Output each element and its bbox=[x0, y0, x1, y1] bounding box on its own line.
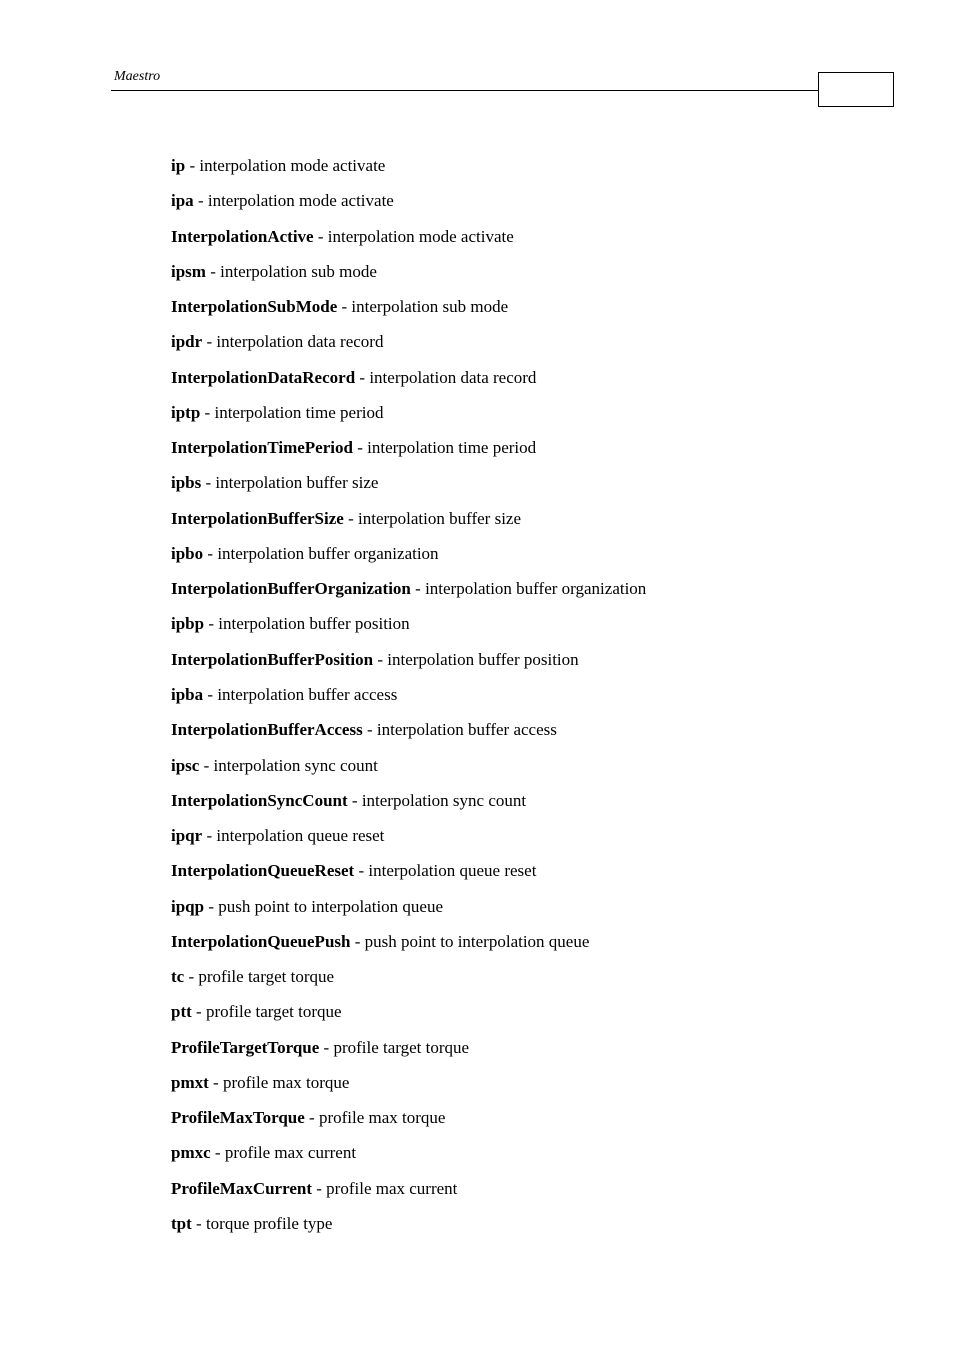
command-description: interpolation sub mode bbox=[220, 261, 377, 281]
command-description: interpolation data record bbox=[216, 332, 384, 352]
list-item bbox=[171, 965, 646, 1000]
list-item bbox=[171, 1141, 646, 1176]
separator: - bbox=[204, 614, 219, 634]
list-item bbox=[171, 401, 646, 436]
command-name: ipbp bbox=[171, 614, 205, 634]
list-item bbox=[171, 366, 646, 401]
command-description: profile max current bbox=[326, 1178, 458, 1198]
command-description: interpolation buffer organization bbox=[425, 579, 647, 599]
list-item bbox=[171, 612, 646, 647]
separator: - bbox=[191, 1002, 206, 1022]
separator: - bbox=[185, 156, 200, 175]
separator: - bbox=[204, 896, 219, 916]
list-item bbox=[171, 718, 646, 753]
command-description: profile max torque bbox=[222, 1072, 350, 1092]
list-item bbox=[171, 789, 646, 824]
command-name: InterpolationQueuePush bbox=[171, 931, 351, 951]
separator: - bbox=[203, 543, 218, 563]
command-name: ipdr bbox=[171, 332, 203, 352]
separator: - bbox=[203, 684, 218, 704]
command-list bbox=[171, 154, 646, 1247]
command-description: interpolation buffer organization bbox=[217, 543, 439, 563]
command-description: interpolation mode activate bbox=[207, 191, 394, 211]
command-description: interpolation mode activate bbox=[199, 156, 386, 175]
list-item bbox=[171, 507, 646, 542]
command-name: ipbs bbox=[171, 473, 202, 493]
list-item bbox=[171, 577, 646, 612]
list-item bbox=[171, 859, 646, 894]
command-name: ProfileMaxCurrent bbox=[171, 1178, 312, 1198]
separator: - bbox=[312, 1178, 327, 1198]
command-description: push point to interpolation queue bbox=[364, 931, 590, 951]
list-item bbox=[171, 436, 646, 471]
separator: - bbox=[193, 191, 208, 211]
separator: - bbox=[304, 1108, 319, 1128]
command-name: pmxt bbox=[171, 1072, 209, 1092]
command-description: interpolation sub mode bbox=[351, 297, 509, 317]
command-description: push point to interpolation queue bbox=[218, 896, 444, 916]
command-description: interpolation buffer position bbox=[218, 614, 410, 634]
command-description: interpolation buffer access bbox=[376, 720, 557, 740]
separator: - bbox=[199, 755, 214, 775]
command-description: interpolation buffer access bbox=[217, 684, 398, 704]
separator: - bbox=[347, 790, 362, 810]
list-item bbox=[171, 295, 646, 330]
command-name: InterpolationBufferAccess bbox=[171, 720, 363, 740]
list-item bbox=[171, 1036, 646, 1071]
list-item bbox=[171, 930, 646, 965]
separator: - bbox=[337, 297, 352, 317]
list-item bbox=[171, 189, 646, 224]
list-item bbox=[171, 683, 646, 718]
command-description: interpolation queue reset bbox=[368, 861, 537, 881]
separator: - bbox=[352, 438, 368, 458]
separator: - bbox=[343, 508, 358, 528]
command-description: profile target torque bbox=[205, 1002, 342, 1022]
command-name: InterpolationActive bbox=[171, 226, 314, 246]
separator: - bbox=[319, 1037, 334, 1057]
list-item bbox=[171, 154, 646, 189]
command-name: ipsc bbox=[171, 755, 200, 775]
list-item bbox=[171, 1071, 646, 1106]
command-description: interpolation buffer size bbox=[358, 508, 522, 528]
command-name: ipqp bbox=[171, 896, 205, 916]
separator: - bbox=[191, 1213, 206, 1233]
separator: - bbox=[313, 226, 328, 246]
command-name: InterpolationTimePeriod bbox=[171, 438, 353, 458]
running-header-title: Maestro bbox=[114, 69, 161, 84]
command-description: torque profile type bbox=[205, 1213, 333, 1233]
command-description: interpolation mode activate bbox=[327, 226, 514, 246]
command-name: iptp bbox=[171, 402, 201, 422]
command-description: profile target torque bbox=[198, 967, 335, 987]
list-item bbox=[171, 1177, 646, 1212]
command-name: InterpolationQueueReset bbox=[171, 861, 355, 881]
command-name: tc bbox=[171, 967, 185, 987]
command-name: ipa bbox=[171, 191, 194, 211]
list-item bbox=[171, 1000, 646, 1035]
separator: - bbox=[350, 931, 365, 951]
command-description: interpolation time period bbox=[214, 402, 384, 422]
list-item bbox=[171, 754, 646, 789]
command-name: pmxc bbox=[171, 1143, 211, 1163]
list-item bbox=[171, 542, 646, 577]
command-name: InterpolationBufferSize bbox=[171, 508, 344, 528]
command-description: profile max current bbox=[224, 1143, 357, 1163]
separator: - bbox=[202, 332, 217, 352]
separator: - bbox=[373, 649, 388, 669]
command-name: ptt bbox=[171, 1002, 192, 1022]
command-description: interpolation time period bbox=[367, 438, 537, 458]
list-item bbox=[171, 471, 646, 506]
command-name: ipba bbox=[171, 684, 204, 704]
separator: - bbox=[202, 826, 217, 846]
command-name: ProfileMaxTorque bbox=[171, 1108, 305, 1128]
separator: - bbox=[410, 579, 426, 599]
command-name: ipqr bbox=[171, 826, 203, 846]
separator: - bbox=[355, 367, 370, 387]
header-rule bbox=[111, 90, 819, 91]
separator: - bbox=[354, 861, 369, 881]
list-item bbox=[171, 648, 646, 683]
list-item bbox=[171, 330, 646, 365]
separator: - bbox=[205, 261, 221, 281]
command-description: interpolation data record bbox=[369, 367, 537, 387]
separator: - bbox=[362, 720, 377, 740]
list-item bbox=[171, 260, 646, 295]
command-name: InterpolationDataRecord bbox=[171, 367, 356, 387]
command-name: ipsm bbox=[171, 261, 206, 281]
command-name: InterpolationBufferOrganization bbox=[171, 579, 411, 599]
list-item bbox=[171, 1212, 646, 1247]
separator: - bbox=[210, 1143, 225, 1163]
command-description: interpolation buffer size bbox=[215, 473, 379, 493]
list-item bbox=[171, 824, 646, 859]
command-name: InterpolationSubMode bbox=[171, 297, 338, 317]
command-description: interpolation sync count bbox=[361, 790, 527, 810]
separator: - bbox=[201, 473, 216, 493]
command-name: InterpolationSyncCount bbox=[171, 790, 348, 810]
command-description: profile max torque bbox=[318, 1108, 446, 1128]
list-item bbox=[171, 1106, 646, 1141]
command-name: InterpolationBufferPosition bbox=[171, 649, 374, 669]
command-name: ipbo bbox=[171, 543, 204, 563]
separator: - bbox=[184, 967, 199, 987]
command-name: ProfileTargetTorque bbox=[171, 1037, 320, 1057]
page-number-box bbox=[818, 72, 894, 107]
command-description: interpolation buffer position bbox=[387, 649, 579, 669]
separator: - bbox=[200, 402, 215, 422]
command-name: ip bbox=[171, 156, 186, 175]
command-description: interpolation queue reset bbox=[216, 826, 385, 846]
command-description: interpolation sync count bbox=[213, 755, 378, 775]
list-item bbox=[171, 895, 646, 930]
command-name: tpt bbox=[171, 1213, 192, 1233]
command-description: profile target torque bbox=[333, 1037, 470, 1057]
list-item bbox=[171, 225, 646, 260]
separator: - bbox=[208, 1072, 223, 1092]
